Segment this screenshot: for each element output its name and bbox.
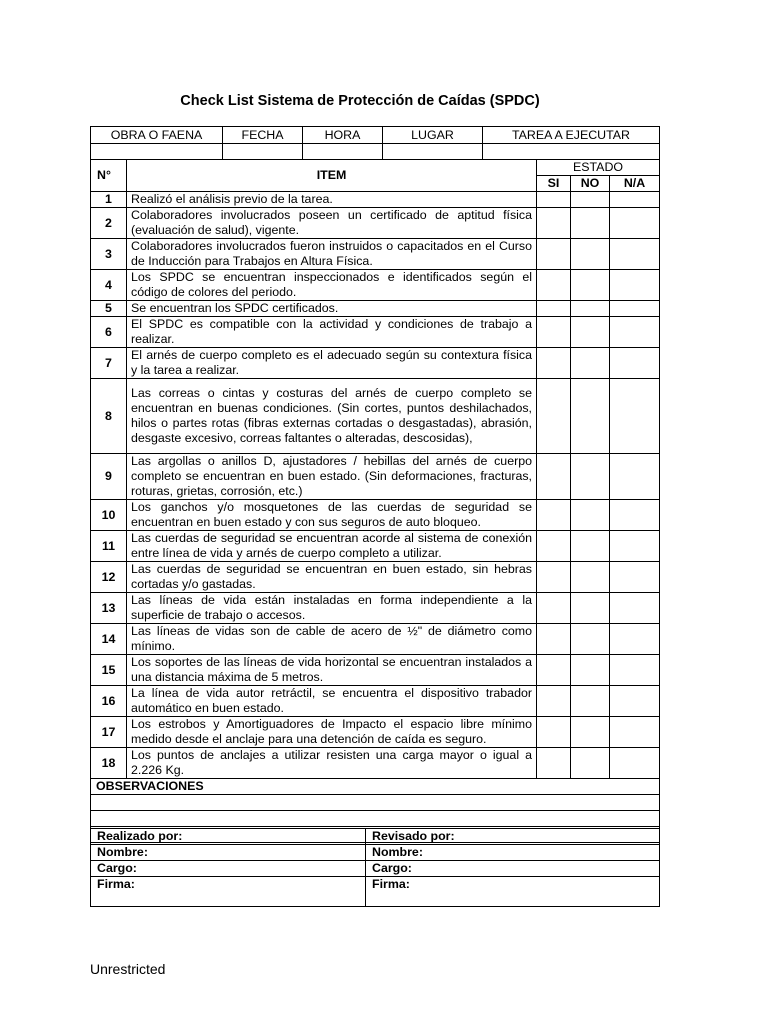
estado-no-checkbox[interactable] — [571, 301, 610, 317]
estado-no-checkbox[interactable] — [571, 655, 610, 686]
item-number: 4 — [91, 270, 127, 301]
checklist-row — [91, 301, 660, 317]
estado-na-checkbox[interactable] — [610, 500, 660, 531]
estado-no-checkbox[interactable] — [571, 379, 610, 454]
estado-na-checkbox[interactable] — [610, 454, 660, 500]
cargo-label-right[interactable]: Cargo: — [366, 861, 660, 877]
estado-na-checkbox[interactable] — [610, 317, 660, 348]
estado-na-checkbox[interactable] — [610, 531, 660, 562]
observaciones-line[interactable] — [91, 811, 660, 827]
estado-si-checkbox[interactable] — [537, 717, 571, 748]
si-header: SI — [537, 176, 571, 192]
item-number: 14 — [91, 624, 127, 655]
checklist-row — [91, 500, 660, 531]
checklist-row — [91, 208, 660, 239]
hora-field[interactable] — [303, 144, 383, 160]
fecha-field[interactable] — [223, 144, 303, 160]
estado-na-checkbox[interactable] — [610, 239, 660, 270]
item-number: 7 — [91, 348, 127, 379]
estado-na-checkbox[interactable] — [610, 379, 660, 454]
checklist-row — [91, 317, 660, 348]
estado-no-checkbox[interactable] — [571, 686, 610, 717]
tarea-field[interactable] — [483, 144, 660, 160]
item-number: 12 — [91, 562, 127, 593]
observaciones-label: OBSERVACIONES — [91, 779, 660, 795]
estado-no-checkbox[interactable] — [571, 454, 610, 500]
item-text: Colaboradores involucrados poseen un certificado de aptitud física (evaluación de salud), vigente. — [127, 208, 537, 239]
footer-classification: Unrestricted — [90, 961, 166, 977]
page-title: Check List Sistema de Protección de Caídas (SPDC) — [180, 93, 540, 109]
estado-no-checkbox[interactable] — [571, 624, 610, 655]
na-header: N/A — [610, 176, 660, 192]
estado-no-checkbox[interactable] — [571, 208, 610, 239]
item-text: La línea de vida autor retráctil, se encuentra el dispositivo trabador automático en buen estado. — [127, 686, 537, 717]
item-number: 16 — [91, 686, 127, 717]
signature-table — [90, 828, 660, 907]
item-text: Las argollas o anillos D, ajustadores / hebillas del arnés de cuerpo completo se encuentran en buen estado. (Sin deformaciones, fracturas, roturas, grietas, corrosión, etc.) — [127, 454, 537, 500]
lugar-field[interactable] — [383, 144, 483, 160]
estado-header: ESTADO — [537, 160, 660, 176]
item-number: 3 — [91, 239, 127, 270]
item-number: 2 — [91, 208, 127, 239]
estado-si-checkbox[interactable] — [537, 500, 571, 531]
item-number: 13 — [91, 593, 127, 624]
obra-header: OBRA O FAENA — [91, 127, 223, 144]
checklist-row — [91, 748, 660, 779]
checklist-row — [91, 655, 660, 686]
estado-na-checkbox[interactable] — [610, 686, 660, 717]
item-text: Los puntos de anclajes a utilizar resisten una carga mayor o igual a 2.226 Kg. — [127, 748, 537, 779]
checklist-row — [91, 192, 660, 208]
item-text: Realizó el análisis previo de la tarea. — [127, 192, 537, 208]
estado-na-checkbox[interactable] — [610, 717, 660, 748]
item-number: 15 — [91, 655, 127, 686]
estado-si-checkbox[interactable] — [537, 301, 571, 317]
estado-no-checkbox[interactable] — [571, 270, 610, 301]
tarea-header: TAREA A EJECUTAR — [483, 127, 660, 144]
estado-no-checkbox[interactable] — [571, 593, 610, 624]
item-text: Colaboradores involucrados fueron instruidos o capacitados en el Curso de Inducción para Trabajos en Altura Física. — [127, 239, 537, 270]
item-column-header: ITEM — [127, 160, 537, 192]
nombre-label-right[interactable]: Nombre: — [366, 845, 660, 861]
estado-na-checkbox[interactable] — [610, 562, 660, 593]
item-text: Los ganchos y/o mosquetones de las cuerdas de seguridad se encuentran en buen estado y con sus seguros de auto bloqueo. — [127, 500, 537, 531]
estado-si-checkbox[interactable] — [537, 348, 571, 379]
hora-header: HORA — [303, 127, 383, 144]
checklist-row — [91, 686, 660, 717]
revisado-label: Revisado por: — [366, 829, 660, 845]
estado-na-checkbox[interactable] — [610, 192, 660, 208]
estado-si-checkbox[interactable] — [537, 748, 571, 779]
estado-si-checkbox[interactable] — [537, 655, 571, 686]
cargo-label-left[interactable]: Cargo: — [91, 861, 366, 877]
item-text: Se encuentran los SPDC certificados. — [127, 301, 537, 317]
item-text: Los estrobos y Amortiguadores de Impacto el espacio libre mínimo medido desde el anclaje para una detención de caída es seguro. — [127, 717, 537, 748]
item-text: Las cuerdas de seguridad se encuentran en buen estado, sin hebras cortadas y/o gastadas. — [127, 562, 537, 593]
realizado-label: Realizado por: — [91, 829, 366, 845]
estado-si-checkbox[interactable] — [537, 192, 571, 208]
estado-no-checkbox[interactable] — [571, 192, 610, 208]
item-number: 10 — [91, 500, 127, 531]
checklist-row — [91, 593, 660, 624]
estado-si-checkbox[interactable] — [537, 239, 571, 270]
estado-no-checkbox[interactable] — [571, 239, 610, 270]
estado-na-checkbox[interactable] — [610, 270, 660, 301]
item-number: 9 — [91, 454, 127, 500]
estado-si-checkbox[interactable] — [537, 270, 571, 301]
checklist-row — [91, 531, 660, 562]
estado-na-checkbox[interactable] — [610, 208, 660, 239]
estado-si-checkbox[interactable] — [537, 686, 571, 717]
fecha-header: FECHA — [223, 127, 303, 144]
estado-no-checkbox[interactable] — [571, 562, 610, 593]
item-number: 6 — [91, 317, 127, 348]
estado-no-checkbox[interactable] — [571, 717, 610, 748]
estado-si-checkbox[interactable] — [537, 531, 571, 562]
estado-si-checkbox[interactable] — [537, 562, 571, 593]
checklist-row — [91, 562, 660, 593]
estado-si-checkbox[interactable] — [537, 593, 571, 624]
checklist-row — [91, 717, 660, 748]
checklist-row — [91, 270, 660, 301]
estado-na-checkbox[interactable] — [610, 301, 660, 317]
num-column-header: N° — [91, 160, 127, 192]
item-text: Los soportes de las líneas de vida horizontal se encuentran instalados a una distancia máxima de 5 metros. — [127, 655, 537, 686]
estado-no-checkbox[interactable] — [571, 531, 610, 562]
estado-no-checkbox[interactable] — [571, 348, 610, 379]
firma-label-left[interactable]: Firma: — [91, 877, 366, 907]
estado-si-checkbox[interactable] — [537, 317, 571, 348]
item-text: El SPDC es compatible con la actividad y condiciones de trabajo a realizar. — [127, 317, 537, 348]
lugar-header: LUGAR — [383, 127, 483, 144]
item-number: 1 — [91, 192, 127, 208]
estado-na-checkbox[interactable] — [610, 624, 660, 655]
firma-label-right[interactable]: Firma: — [366, 877, 660, 907]
item-text: Las correas o cintas y costuras del arnés de cuerpo completo se encuentran en buenas condiciones. (Sin cortes, puntos deshilachados, hilos o partes rotas (fibras externas cortadas o desgastadas), abrasión, desgaste excesivo, correas faltantes o alteradas, descosidas), — [127, 379, 537, 454]
checklist-row — [91, 379, 660, 454]
item-number: 18 — [91, 748, 127, 779]
estado-no-checkbox[interactable] — [571, 317, 610, 348]
estado-na-checkbox[interactable] — [610, 593, 660, 624]
observaciones-line[interactable] — [91, 795, 660, 811]
estado-na-checkbox[interactable] — [610, 655, 660, 686]
item-text: El arnés de cuerpo completo es el adecuado según su contextura física y la tarea a realizar. — [127, 348, 537, 379]
estado-na-checkbox[interactable] — [610, 748, 660, 779]
item-text: Las cuerdas de seguridad se encuentran acorde al sistema de conexión entre línea de vida y arnés de cuerpo completo a utilizar. — [127, 531, 537, 562]
estado-si-checkbox[interactable] — [537, 454, 571, 500]
checklist-row — [91, 624, 660, 655]
obra-field[interactable] — [91, 144, 223, 160]
item-text: Las líneas de vida están instaladas en forma independiente a la superficie de trabajo o accesos. — [127, 593, 537, 624]
item-number: 11 — [91, 531, 127, 562]
estado-no-checkbox[interactable] — [571, 500, 610, 531]
estado-si-checkbox[interactable] — [537, 208, 571, 239]
item-number: 17 — [91, 717, 127, 748]
no-header: NO — [571, 176, 610, 192]
estado-si-checkbox[interactable] — [537, 379, 571, 454]
estado-si-checkbox[interactable] — [537, 624, 571, 655]
item-number: 5 — [91, 301, 127, 317]
checklist-row — [91, 348, 660, 379]
item-number: 8 — [91, 379, 127, 454]
estado-no-checkbox[interactable] — [571, 748, 610, 779]
checklist-row — [91, 454, 660, 500]
header-table — [90, 126, 660, 160]
nombre-label-left[interactable]: Nombre: — [91, 845, 366, 861]
item-text: Los SPDC se encuentran inspeccionados e identificados según el código de colores del periodo. — [127, 270, 537, 301]
estado-na-checkbox[interactable] — [610, 348, 660, 379]
checklist-row — [91, 239, 660, 270]
checklist-table — [90, 159, 660, 843]
item-text: Las líneas de vidas son de cable de acero de ½" de diámetro como mínimo. — [127, 624, 537, 655]
